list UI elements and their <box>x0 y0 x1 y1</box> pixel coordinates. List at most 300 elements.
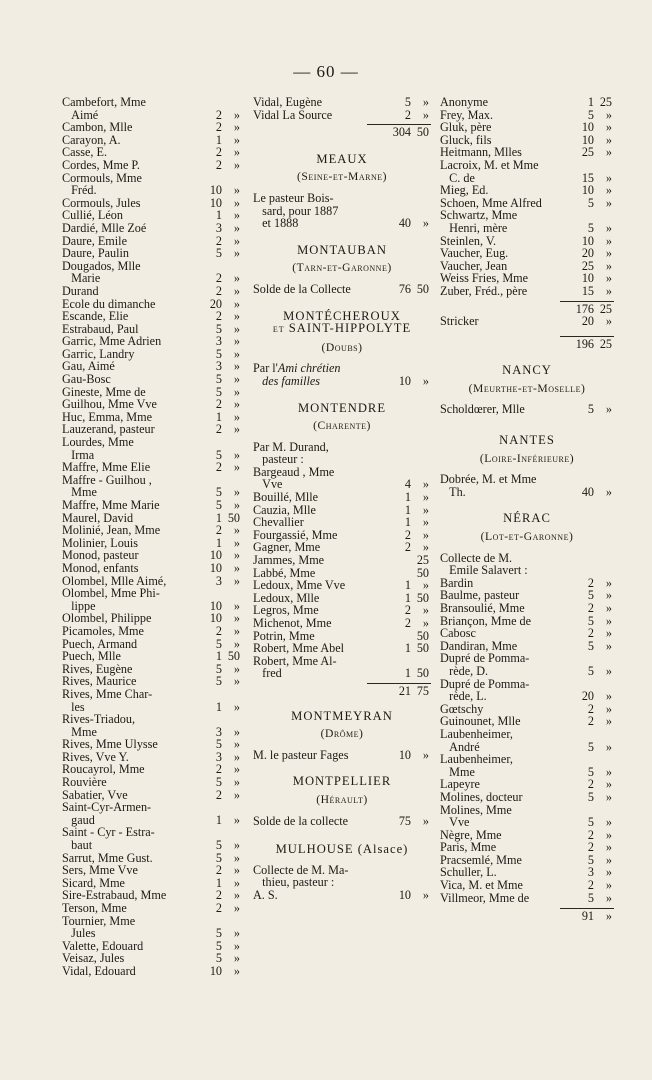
entry-fraction: » <box>605 739 612 754</box>
entry-amount: 2 <box>587 840 594 855</box>
entry-amount: 10 <box>398 747 411 762</box>
entry-amount: 5 <box>215 485 222 500</box>
entry-name: Dupré de Pomma- rède, D. <box>440 651 530 678</box>
entry-amount: 2 <box>587 601 594 615</box>
section-region-montauban: (Tarn-et-Garonne) <box>292 261 392 275</box>
entry-fraction: » <box>605 689 612 704</box>
list-entry <box>440 841 614 854</box>
entry-amount: 2 <box>404 540 411 555</box>
list-entry <box>440 728 614 753</box>
entry-fraction: » <box>605 701 612 716</box>
list-entry <box>62 436 242 461</box>
list-entry <box>62 776 242 789</box>
entry-fraction: » <box>422 616 429 630</box>
entry-fraction: » <box>233 409 240 424</box>
entry-amount: 2 <box>215 233 222 248</box>
entry-fraction: » <box>605 402 612 417</box>
section-region-nantes: (Loire-Inférieure) <box>479 451 575 465</box>
entry-fraction: 50 <box>416 666 429 681</box>
entry-amount: 76 <box>398 281 411 296</box>
entry-name: Maffre - Guilhou , Mme <box>62 472 152 500</box>
entry-name: Par M. Durand, pasteur : <box>253 439 329 467</box>
entry-fraction: » <box>422 813 429 828</box>
entry-amount: 10 <box>398 373 411 388</box>
entry-fraction: » <box>233 787 240 802</box>
entry-fraction: » <box>233 863 240 878</box>
list-entry <box>62 159 242 172</box>
entry-name: Sire-Estrabaud, Mme <box>62 888 167 903</box>
list-entry <box>62 260 242 285</box>
entry-fraction: » <box>422 107 429 122</box>
entry-amount: 2 <box>215 762 222 777</box>
list-entry <box>440 473 614 498</box>
entry-amount: 2 <box>587 714 594 729</box>
entry-name: Gau-Bosc <box>62 372 111 387</box>
entry-name: Cauzia, Mlle <box>253 502 316 517</box>
entry-fraction: » <box>605 183 612 198</box>
column-3 <box>440 96 614 923</box>
entry-fraction: » <box>233 699 240 714</box>
entry-name: Nègre, Mme <box>440 827 502 842</box>
entry-fraction: » <box>605 789 612 804</box>
entry-fraction: » <box>233 321 240 336</box>
entry-fraction: » <box>422 527 429 542</box>
list-entry <box>440 753 614 778</box>
list-entry <box>253 516 431 529</box>
entry-fraction: » <box>233 498 240 512</box>
entry-name: Monod, pasteur <box>62 548 139 563</box>
entry-amount: 5 <box>215 951 222 966</box>
entry-fraction: » <box>605 575 612 590</box>
list-entry <box>253 192 431 230</box>
entry-name: Steinlen, V. <box>440 233 497 248</box>
entry-fraction: » <box>233 107 240 122</box>
entry-fraction: » <box>233 523 240 538</box>
list-entry <box>62 650 242 663</box>
entry-name: Cambefort, Mme Aimé <box>62 95 146 122</box>
entry-amount: 10 <box>581 132 594 147</box>
list-entry <box>440 121 614 134</box>
montendre-total <box>253 685 431 698</box>
entry-name: Collecte de M. Emile Salavert : <box>440 550 528 578</box>
section-title-montmeyran: MONTMEYRAN <box>291 708 393 723</box>
entry-name: Briançon, Mme de <box>440 613 532 628</box>
entry-amount: 5 <box>215 246 222 261</box>
list-entry <box>62 373 242 386</box>
entry-name: Gagner, Mme <box>253 540 321 555</box>
total-amount: 21 <box>398 683 411 698</box>
entry-amount: 15 <box>581 283 594 298</box>
entry-name: Zuber, Fréd., père <box>440 283 528 298</box>
entry-fraction: » <box>233 208 240 223</box>
entry-name: Robert, Mme Abel <box>253 641 345 656</box>
entry-fraction: » <box>605 246 612 261</box>
entry-fraction: 50 <box>416 565 429 580</box>
section-region-nerac: (Lot-et-Garonne) <box>480 530 574 544</box>
entry-amount: 2 <box>587 777 594 792</box>
entry-name: Estrabaud, Paul <box>62 321 139 336</box>
entry-fraction: » <box>233 611 240 626</box>
entry-name: Ecole du dimanche <box>62 296 156 311</box>
entry-fraction: » <box>605 764 612 779</box>
list-entry <box>253 815 431 828</box>
entry-fraction: » <box>422 747 429 762</box>
entry-name: Dardié, Mlle Zoé <box>62 220 147 235</box>
entry-amount: 2 <box>215 901 222 915</box>
entry-fraction: » <box>233 233 240 248</box>
entry-amount: 5 <box>587 890 594 905</box>
entry-name: Villmeor, Mme de <box>440 890 530 905</box>
entry-fraction: » <box>233 246 240 261</box>
section-title-nantes: NANTES <box>499 433 555 448</box>
entry-fraction: » <box>605 283 612 298</box>
list-entry <box>440 96 614 109</box>
entry-fraction: » <box>605 233 612 248</box>
entry-fraction: » <box>422 603 429 618</box>
title-et: et <box>272 323 285 336</box>
list-entry <box>62 902 242 915</box>
entry-fraction: » <box>233 220 240 235</box>
entry-amount: 5 <box>587 402 594 417</box>
entry-name: Gœtschy <box>440 701 484 716</box>
entry-name: Carayon, A. <box>62 132 121 147</box>
list-entry <box>253 617 431 630</box>
entry-amount: 2 <box>215 309 222 324</box>
section-title-montendre: MONTENDRE <box>297 400 387 415</box>
entry-fraction: » <box>605 815 612 830</box>
entry-amount: 5 <box>587 195 594 210</box>
entry-fraction: » <box>605 852 612 867</box>
entry-amount: 2 <box>587 878 594 893</box>
entry-amount: 5 <box>215 661 222 676</box>
entry-amount: 2 <box>587 575 594 590</box>
list-entry <box>440 892 614 905</box>
entry-amount: 10 <box>581 271 594 286</box>
entry-fraction: » <box>233 535 240 550</box>
entry-fraction: » <box>233 901 240 915</box>
entry-amount: 75 <box>398 813 411 828</box>
entry-amount: 5 <box>215 850 222 865</box>
section-title-meaux: MEAUX <box>316 151 368 166</box>
entry-fraction: » <box>605 878 612 893</box>
entry-name: Guinounet, Mlle <box>440 714 521 729</box>
nantes-list <box>440 473 614 498</box>
entry-amount: 1 <box>404 666 411 681</box>
entry-fraction: » <box>233 132 240 147</box>
list-entry <box>440 184 614 197</box>
list-entry <box>440 652 614 677</box>
entry-amount: 2 <box>215 145 222 160</box>
entry-name: Molinié, Jean, Mme <box>62 523 161 538</box>
entry-name: Olombel, Mlle Aimé, <box>62 573 167 588</box>
list-entry <box>62 222 242 235</box>
list-entry <box>62 121 242 134</box>
entry-fraction: 25 <box>599 95 612 109</box>
list-entry <box>62 172 242 197</box>
entry-amount: 2 <box>215 523 222 538</box>
entry-fraction: » <box>605 638 612 653</box>
entry-name: Heitmann, Mlles <box>440 145 522 160</box>
entry-name: Cormouls, Jules <box>62 195 141 210</box>
entry-fraction: » <box>422 540 429 555</box>
entry-name: Escande, Elie <box>62 309 129 324</box>
entry-name: Vidal, Edouard <box>62 963 136 978</box>
list-entry <box>440 678 614 703</box>
entry-amount: 25 <box>581 145 594 160</box>
entry-fraction: 25 <box>416 553 429 568</box>
entry-name: Ledoux, Mme Vve <box>253 578 346 593</box>
list-entry <box>62 915 242 940</box>
entry-name: Saint-Cyr-Armen- gaud <box>62 800 152 827</box>
entry-amount: 4 <box>404 477 411 492</box>
entry-name: Bargeaud , Mme Vve <box>253 464 335 492</box>
list-entry <box>440 209 614 234</box>
entry-name: Weiss Fries, Mme <box>440 271 529 286</box>
entry-fraction: » <box>233 296 240 311</box>
entry-amount: 1 <box>215 812 222 827</box>
entry-name: Cormouls, Mme Fréd. <box>62 170 142 198</box>
entry-fraction: » <box>605 107 612 122</box>
entry-amount: 1 <box>404 515 411 530</box>
list-entry <box>62 398 242 411</box>
entry-name: Rives, Vve Y. <box>62 749 129 764</box>
list-entry <box>62 461 242 474</box>
entry-name: Dobrée, M. et Mme Th. <box>440 472 537 499</box>
entry-fraction: » <box>233 195 240 210</box>
entry-amount: 5 <box>587 638 594 653</box>
entry-amount: 2 <box>215 888 222 903</box>
entry-amount: 1 <box>215 535 222 550</box>
entry-fraction: » <box>233 926 240 941</box>
entry-fraction: » <box>233 623 240 638</box>
entry-fraction: » <box>233 397 240 412</box>
entry-fraction: » <box>422 95 429 109</box>
entry-fraction: » <box>422 490 429 505</box>
entry-fraction: » <box>605 484 612 499</box>
entry-fraction: 50 <box>416 641 429 656</box>
list-entry <box>62 713 242 738</box>
entry-name: Lacroix, M. et Mme C. de <box>440 157 539 185</box>
list-entry <box>62 965 242 978</box>
col2-top-list <box>253 96 431 121</box>
entry-fraction: » <box>233 762 240 777</box>
entry-name: Terson, Mme <box>62 901 127 915</box>
entry-fraction: » <box>605 145 612 160</box>
entry-fraction: » <box>233 838 240 853</box>
entry-fraction: » <box>422 216 429 231</box>
section-title-montpellier: MONTPELLIER <box>292 774 392 789</box>
entry-amount: 1 <box>215 208 222 223</box>
section-title-mulhouse: MULHOUSE (Alsace) <box>275 842 409 857</box>
entry-fraction: » <box>233 460 240 475</box>
list-entry <box>440 159 614 184</box>
entry-name: Ledoux, Mlle <box>253 590 320 605</box>
entry-amount: 1 <box>215 649 222 664</box>
list-entry <box>440 879 614 892</box>
entry-name: Schoen, Mme Alfred <box>440 195 542 210</box>
entry-name: Sarrut, Mme Gust. <box>62 850 153 865</box>
stricker-entry <box>440 315 614 328</box>
column-1 <box>62 96 242 978</box>
entry-amount: 40 <box>581 484 594 499</box>
montpellier-list <box>253 815 431 828</box>
entry-amount: 15 <box>581 170 594 185</box>
entry-amount: 5 <box>215 321 222 336</box>
entry-amount: 1 <box>404 590 411 605</box>
entry-fraction: » <box>605 588 612 603</box>
entry-name: Casse, E. <box>62 145 108 160</box>
entry-fraction: » <box>233 875 240 890</box>
entry-fraction: » <box>605 663 612 678</box>
entry-fraction: » <box>233 271 240 286</box>
total-fraction: 75 <box>416 683 429 698</box>
entry-amount: 1 <box>215 699 222 714</box>
entry-amount: 1 <box>404 490 411 505</box>
section-title-nancy: NANCY <box>502 363 552 378</box>
entry-amount: 5 <box>215 498 222 512</box>
montendre-list <box>253 441 431 680</box>
list-entry <box>253 864 431 889</box>
entry-amount: 5 <box>587 613 594 628</box>
entry-fraction: » <box>233 636 240 651</box>
section-region-montecheroux: (Doubs) <box>321 340 363 354</box>
entry-name: Frey, Max. <box>440 107 494 122</box>
section-region-montmeyran: (Drôme) <box>320 727 364 741</box>
entry-name: Picamoles, Mme <box>62 623 144 638</box>
entry-name: Lauzerand, pasteur <box>62 422 155 437</box>
list-entry <box>440 791 614 804</box>
list-entry <box>253 579 431 592</box>
entry-name: Bransoulié, Mme <box>440 601 525 615</box>
section-region-montpellier: (Hérault) <box>316 792 368 806</box>
entry-amount: 3 <box>215 359 222 374</box>
entry-name: Paris, Mme <box>440 840 497 855</box>
list-entry <box>62 587 242 612</box>
entry-fraction: » <box>233 573 240 588</box>
entry-fraction: » <box>233 359 240 374</box>
entry-name: Anonyme <box>440 95 489 109</box>
entry-amount: 2 <box>215 271 222 286</box>
entry-fraction: » <box>422 578 429 593</box>
total-fraction: 25 <box>599 336 612 351</box>
entry-name: Cullié, Léon <box>62 208 123 223</box>
entry-amount: 1 <box>215 132 222 147</box>
entry-amount: 3 <box>215 724 222 739</box>
entry-amount: 10 <box>581 120 594 135</box>
list-entry <box>62 285 242 298</box>
entry-name: Vica, M. et Mme <box>440 878 523 893</box>
total-fraction: » <box>605 909 612 924</box>
col3-top-list <box>440 96 614 298</box>
entry-name: Gineste, Mme de <box>62 384 146 399</box>
entry-fraction: » <box>233 346 240 361</box>
entry-name: Stricker <box>440 314 479 329</box>
entry-name: Jammes, Mme <box>253 553 325 568</box>
entry-fraction: » <box>233 661 240 676</box>
list-entry <box>62 826 242 851</box>
entry-fraction: » <box>422 477 429 492</box>
entry-amount: 2 <box>215 120 222 135</box>
entry-name: Vidal La Source <box>253 107 333 122</box>
nerac-total <box>440 910 614 923</box>
entry-fraction: » <box>605 258 612 273</box>
entry-amount: 2 <box>404 527 411 542</box>
list-entry <box>440 285 614 298</box>
total-fraction: 50 <box>416 125 429 140</box>
entry-amount: 1 <box>215 409 222 424</box>
entry-name: Laubenheimer, André <box>440 726 513 754</box>
list-entry <box>440 804 614 829</box>
entry-name: Schuller, L. <box>440 865 497 880</box>
entry-amount: 3 <box>215 573 222 588</box>
entry-fraction: » <box>233 560 240 575</box>
entry-fraction: » <box>233 749 240 764</box>
entry-name: Cambon, Mlle <box>62 120 133 135</box>
entry-amount: 5 <box>587 588 594 603</box>
entry-amount: 5 <box>215 372 222 387</box>
list-entry <box>62 335 242 348</box>
entry-name: Rouvière <box>62 775 107 790</box>
entry-name: Le pasteur Bois- sard, pour 1887 et 1888 <box>253 190 339 231</box>
entry-fraction: » <box>233 145 240 160</box>
entry-name: Bouillé, Mlle <box>253 490 318 505</box>
list-entry <box>62 562 242 575</box>
entry-fraction: » <box>233 309 240 324</box>
entry-amount: 20 <box>581 689 594 704</box>
entry-fraction: » <box>605 120 612 135</box>
entry-fraction: » <box>233 888 240 903</box>
entry-fraction: » <box>605 271 612 286</box>
entry-name: Gau, Aimé <box>62 359 115 374</box>
list-entry <box>253 283 431 296</box>
entry-fraction: » <box>605 777 612 792</box>
entry-name: Laubenheimer, Mme <box>440 752 513 779</box>
entry-name: Schwartz, Mme Henri, mère <box>440 208 518 235</box>
entry-name: Mieg, Ed. <box>440 183 489 198</box>
section-title-montecheroux-2 <box>253 322 431 336</box>
col2-top-total <box>253 126 431 139</box>
entry-name: Vaucher, Jean <box>440 258 508 273</box>
entry-name: Lapeyre <box>440 777 480 792</box>
entry-fraction: » <box>233 775 240 790</box>
entry-name: Vidal, Eugène <box>253 95 322 109</box>
entry-name: Scholdœrer, Mlle <box>440 402 525 417</box>
entry-amount: 10 <box>209 183 222 198</box>
entry-amount: 10 <box>209 548 222 563</box>
entry-amount: 2 <box>587 626 594 641</box>
entry-fraction: » <box>605 865 612 880</box>
entry-fraction: » <box>233 422 240 437</box>
list-entry <box>440 403 614 416</box>
entry-name: Veisaz, Jules <box>62 951 125 966</box>
entry-name: Solde de la collecte <box>253 813 349 828</box>
entry-amount: 2 <box>215 863 222 878</box>
entry-amount: 2 <box>215 422 222 437</box>
list-entry <box>62 688 242 713</box>
entry-fraction: 50 <box>416 628 429 643</box>
entry-fraction: » <box>233 938 240 953</box>
section-region-nancy: (Meurthe-et-Moselle) <box>468 381 586 395</box>
entry-name: Sicard, Mme <box>62 875 125 890</box>
entry-fraction: » <box>233 447 240 462</box>
entry-amount: 5 <box>404 95 411 109</box>
section-title-nerac: NÉRAC <box>503 511 551 526</box>
entry-fraction: » <box>233 598 240 613</box>
section-title-montecheroux: MONTÉCHEROUX <box>283 308 401 323</box>
col3-grand-total <box>440 338 614 351</box>
list-entry <box>62 801 242 826</box>
entry-fraction: » <box>233 283 240 298</box>
